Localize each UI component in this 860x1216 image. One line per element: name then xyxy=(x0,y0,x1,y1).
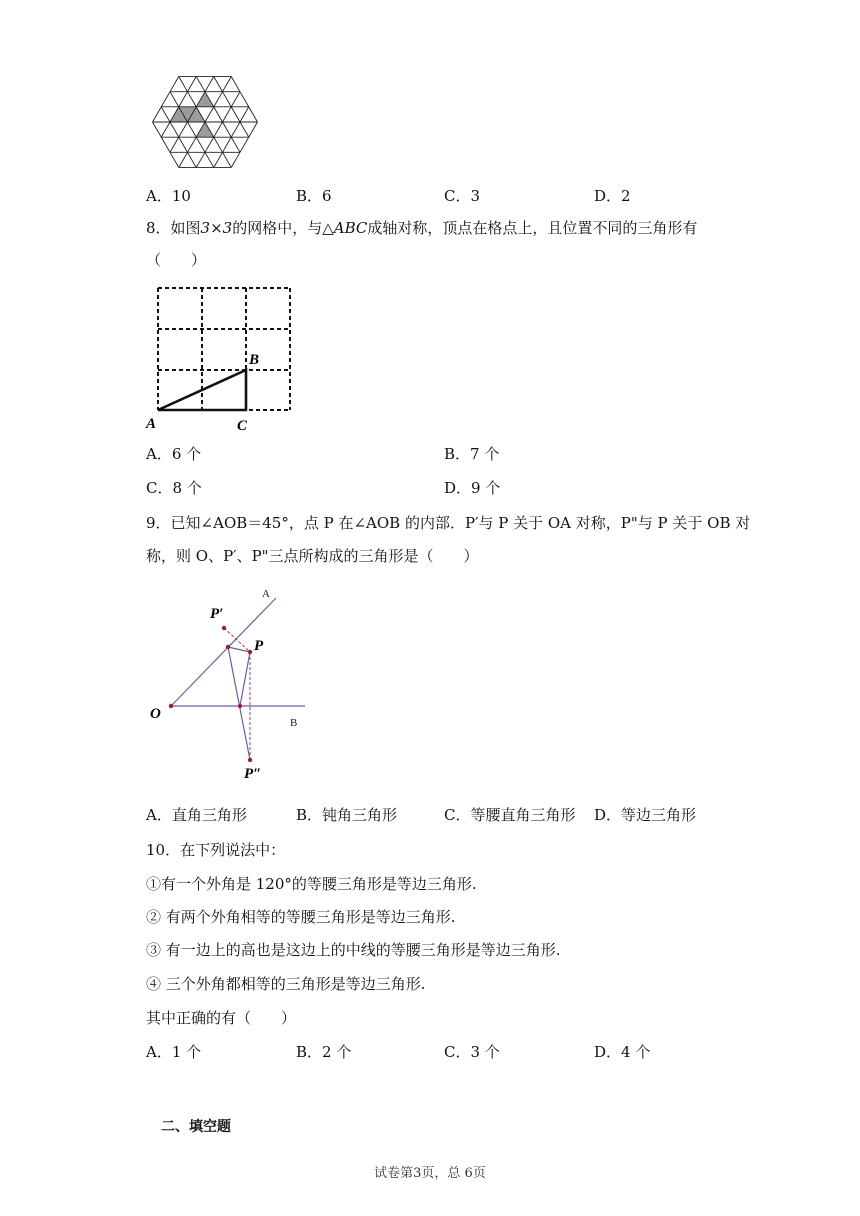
q10-option-c: C．3 个 xyxy=(444,1043,500,1061)
q7-grid-edge xyxy=(188,77,197,92)
q7-option-c: C．3 xyxy=(444,187,481,205)
q7-grid-edge xyxy=(214,77,223,92)
q7-grid-edge xyxy=(153,107,162,122)
q9-option-c: C．等腰直角三角形 xyxy=(444,806,576,824)
q7-grid-lines xyxy=(153,77,258,168)
q10-stem: 10．在下列说法中： xyxy=(146,841,286,859)
page-footer: 试卷第3页，总 6页 xyxy=(374,1166,486,1181)
q7-grid-edge xyxy=(249,107,258,122)
q7-grid-edge xyxy=(188,122,197,137)
q7-grid-edge xyxy=(214,92,223,107)
q7-grid-edge xyxy=(231,152,240,167)
q9-label-p: P xyxy=(254,638,264,654)
q7-grid-edge xyxy=(205,77,214,92)
q7-grid-edge xyxy=(240,107,249,122)
q7-grid-edge xyxy=(179,122,188,137)
q9-label-o: O xyxy=(150,706,161,722)
q8-label-a: A xyxy=(146,416,157,432)
q7-grid-edge xyxy=(214,152,223,167)
q7-grid-edge xyxy=(179,77,188,92)
q9-point-pprime xyxy=(222,626,226,630)
q7-grid-edge xyxy=(161,122,170,137)
q8-stem-suffix: 成轴对称，顶点在格点上，且位置不同的三角形有 xyxy=(367,219,698,237)
q8-option-a: A．6 个 xyxy=(146,445,202,463)
q7-shaded-triangle xyxy=(196,122,214,137)
q7-grid-edge xyxy=(170,92,179,107)
q8-triangle-abc xyxy=(158,370,246,410)
q7-grid-edge xyxy=(214,137,223,152)
q8-grid-figure xyxy=(145,282,295,438)
q7-grid-edge xyxy=(223,77,232,92)
q7-grid-edge xyxy=(188,92,197,107)
q7-option-d: D．2 xyxy=(594,187,631,205)
q8-answer-paren: （ ） xyxy=(146,251,207,269)
q10-item-2: ② 有两个外角相等的等腰三角形是等边三角形. xyxy=(146,908,456,926)
q9-segment-m-pdouble xyxy=(228,647,250,760)
q7-grid-edge xyxy=(205,137,214,152)
q7-grid-edge xyxy=(188,137,197,152)
q7-grid-edge xyxy=(231,122,240,137)
q7-grid-edge xyxy=(249,122,258,137)
q8-option-c: C．8 个 xyxy=(146,479,202,497)
q7-grid-edge xyxy=(231,92,240,107)
q7-grid-edge xyxy=(205,107,214,122)
q8-label-c: C xyxy=(237,418,248,434)
q10-option-d: D．4 个 xyxy=(594,1043,651,1061)
q9-label-pprime: P′ xyxy=(210,606,224,622)
q7-grid-edge xyxy=(170,77,179,92)
q7-grid-edge xyxy=(161,92,170,107)
q9-points xyxy=(169,626,252,762)
q8-stem-triangle: △ABC xyxy=(322,219,368,237)
q8-stem-prefix: 8．如图 xyxy=(146,219,201,237)
q7-grid-edge xyxy=(153,122,162,137)
q7-grid-edge xyxy=(179,137,188,152)
q7-grid-edge xyxy=(161,137,170,152)
q9-stem-line1: 9．已知∠AOB＝45°，点 P 在∠AOB 的内部．P′与 P 关于 OA 对称，P"与 P 关于 OB 对 xyxy=(146,514,751,532)
section-heading-fill-in: 二、填空题 xyxy=(161,1119,231,1135)
q10-option-a: A．1 个 xyxy=(146,1043,202,1061)
q7-grid-edge xyxy=(223,107,232,122)
q7-grid-edge xyxy=(240,137,249,152)
q8-stem xyxy=(146,218,697,238)
q10-item-4: ④ 三个外角都相等的三角形是等边三角形. xyxy=(146,975,426,993)
q7-grid-edge xyxy=(240,92,249,107)
q9-point-m xyxy=(226,645,230,649)
q9-label-b: B xyxy=(290,717,298,729)
q9-option-b: B．钝角三角形 xyxy=(296,806,398,824)
q7-grid-edge xyxy=(170,152,179,167)
q9-label-pdouble: P″ xyxy=(244,766,262,782)
q7-grid-edge xyxy=(196,152,205,167)
q8-label-b: B xyxy=(249,352,260,368)
q9-label-a: A xyxy=(262,588,270,600)
q7-option-a: A．10 xyxy=(146,187,191,205)
q7-grid-edge xyxy=(170,122,179,137)
q10-ask: 其中正确的有（ ） xyxy=(146,1009,297,1027)
q7-grid-edge xyxy=(240,122,249,137)
q7-grid-edge xyxy=(223,137,232,152)
q7-grid-edge xyxy=(161,107,170,122)
q8-stem-mid: 的网格中，与 xyxy=(232,219,323,237)
q7-hexagon-grid-figure xyxy=(140,68,270,184)
q9-stem-line2: 称，则 O、P′、P"三点所构成的三角形是（ ） xyxy=(146,547,479,565)
q9-option-d: D．等边三角形 xyxy=(594,806,697,824)
q9-point-n xyxy=(238,704,242,708)
q7-grid-edge xyxy=(223,122,232,137)
q7-grid-edge xyxy=(231,107,240,122)
q7-shaded-triangle xyxy=(196,92,214,107)
q10-item-3: ③ 有一边上的高也是这边上的中线的等腰三角形是等边三角形. xyxy=(146,941,561,959)
q7-grid-edge xyxy=(196,137,205,152)
q9-point-p xyxy=(248,650,252,654)
q7-grid-edge xyxy=(188,152,197,167)
q9-option-a: A．直角三角形 xyxy=(146,806,247,824)
q7-grid-edge xyxy=(214,107,223,122)
q7-grid-edge xyxy=(170,137,179,152)
q9-segment-p-n xyxy=(240,652,250,706)
q7-grid-edge xyxy=(223,92,232,107)
q7-grid-edge xyxy=(231,77,240,92)
q7-grid-edge xyxy=(214,122,223,137)
q9-reflection-figure xyxy=(140,580,320,789)
q7-grid-edge xyxy=(205,152,214,167)
q8-option-d: D．9 个 xyxy=(444,479,501,497)
q9-point-o xyxy=(169,704,173,708)
q7-option-b: B．6 xyxy=(296,187,332,205)
q8-option-b: B．7 个 xyxy=(444,445,500,463)
q10-option-b: B．2 个 xyxy=(296,1043,352,1061)
q8-stem-math: 3×3 xyxy=(200,219,233,237)
q9-point-pdouble xyxy=(248,758,252,762)
q7-grid-edge xyxy=(223,152,232,167)
q7-grid-edge xyxy=(179,92,188,107)
q10-item-1: ①有一个外角是 120°的等腰三角形是等边三角形. xyxy=(146,875,477,893)
q7-grid-edge xyxy=(196,77,205,92)
q7-grid-edge xyxy=(179,152,188,167)
q7-grid-edge xyxy=(231,137,240,152)
q8-dashed-grid xyxy=(158,288,290,410)
